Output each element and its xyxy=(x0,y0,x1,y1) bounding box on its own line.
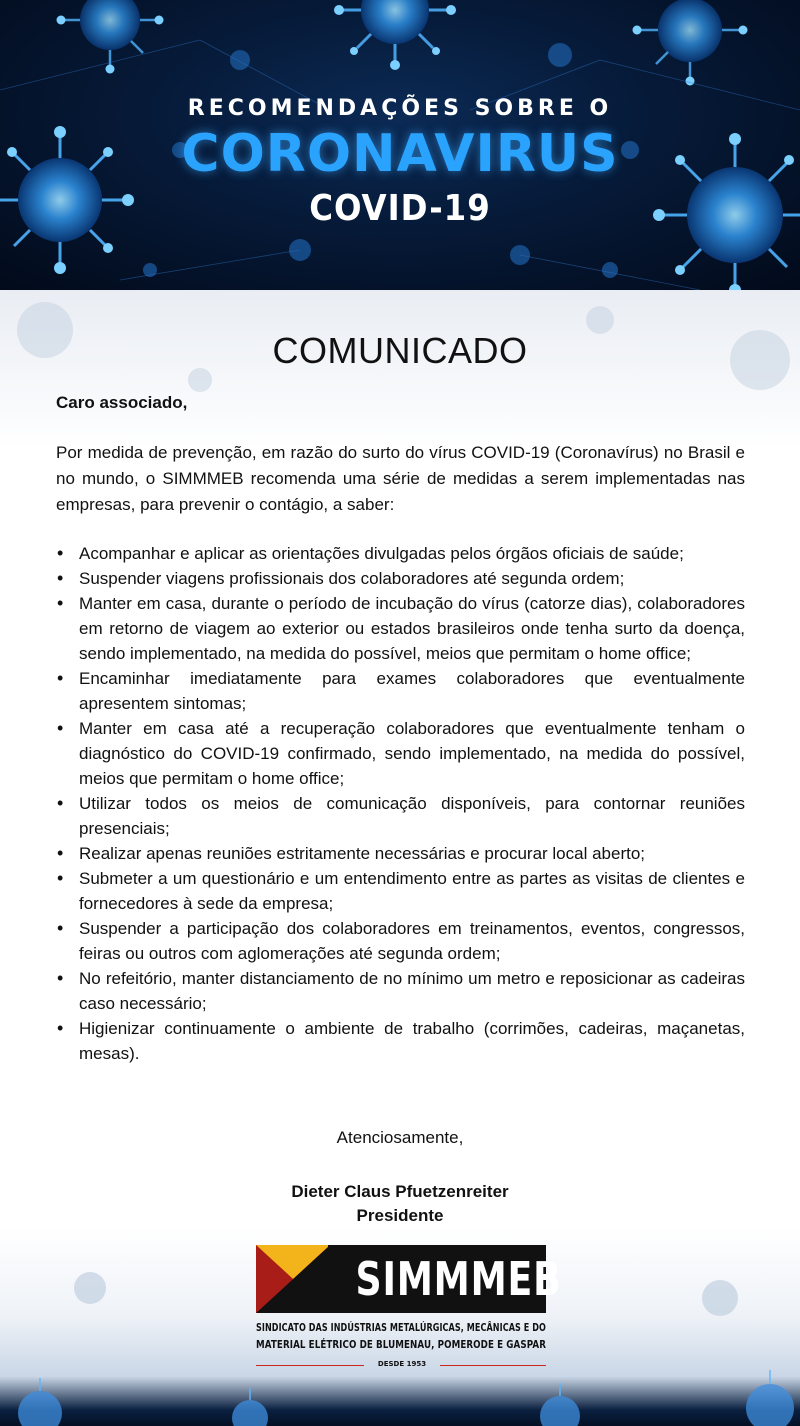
list-item: • Manter em casa, durante o período de incubação do vírus (catorze dias), colaboradores em retorno de viagem ao exterior ou estados brasileiros onde tenha surto da doença, sendo implementado, na medida do possível, meios que permitam o home office; xyxy=(56,591,745,666)
list-item: • Higienizar continuamente o ambiente de trabalho (corrimões, cadeiras, maçanetas, mesas). xyxy=(56,1016,745,1066)
logo-wordmark: SIMMMEB xyxy=(328,1245,546,1313)
signature-block xyxy=(0,1180,800,1228)
banner-subtitle: RECOMENDAÇÕES SOBRE O xyxy=(187,96,613,121)
closing-salutation: Atenciosamente, xyxy=(336,1128,464,1147)
list-item: • No refeitório, manter distanciamento de no mínimo um metro e reposicionar as cadeiras caso necessário; xyxy=(56,966,745,1016)
list-item: • Acompanhar e aplicar as orientações divulgadas pelos órgãos oficiais de saúde; xyxy=(56,541,745,566)
logo-subtitle-line2: MATERIAL ELÉTRICO DE BLUMENAU, POMERODE E GASPAR xyxy=(256,1340,546,1351)
intro-paragraph: Por medida de prevenção, em razão do surto do vírus COVID-19 (Coronavírus) no Brasil e no mundo, o SIMMMEB recomenda uma série de medidas a serem implementadas nas empresas, para prevenir o contágio, a saber: xyxy=(56,443,745,514)
list-item: • Submeter a um questionário e um entendimento entre as partes as visitas de clientes e fornecedores à sede da empresa; xyxy=(56,866,745,916)
banner-title: CORONAVIRUS xyxy=(181,124,619,184)
header-banner xyxy=(0,0,800,290)
logo-mark-icon xyxy=(256,1245,330,1313)
logo-subtitle-line1: SINDICATO DAS INDÚSTRIAS METALÚRGICAS, MECÂNICAS E DO xyxy=(256,1323,546,1334)
logo-rule-right xyxy=(440,1365,546,1366)
signer-name: Dieter Claus Pfuetzenreiter xyxy=(291,1182,509,1201)
list-item: • Suspender a participação dos colaboradores em treinamentos, eventos, congressos, feiras ou outros com aglomerações até segunda ordem; xyxy=(56,916,745,966)
list-item: • Realizar apenas reuniões estritamente necessárias e procurar local aberto; xyxy=(56,841,745,866)
greeting: Caro associado, xyxy=(56,393,188,412)
banner-covid-label: COVID-19 xyxy=(309,188,491,229)
list-item: • Suspender viagens profissionais dos colaboradores até segunda ordem; xyxy=(56,566,745,591)
signer-title: Presidente xyxy=(356,1206,444,1225)
list-item: • Encaminhar imediatamente para exames colaboradores que eventualmente apresentem sintomas; xyxy=(56,666,745,716)
list-item: • Manter em casa até a recuperação colaboradores que eventualmente tenham o diagnóstico do COVID-19 confirmado, sendo implementado, na medida do possível, meios que permitam o home office; xyxy=(56,716,745,791)
logo-since: DESDE 1953 xyxy=(377,1360,427,1368)
simmmeb-logo xyxy=(256,1245,562,1375)
page-title: COMUNICADO xyxy=(272,330,528,371)
recommendations-list xyxy=(56,541,745,1066)
logo-rule-left xyxy=(256,1365,364,1366)
list-item: • Utilizar todos os meios de comunicação disponíveis, para contornar reuniões presenciais; xyxy=(56,791,745,841)
